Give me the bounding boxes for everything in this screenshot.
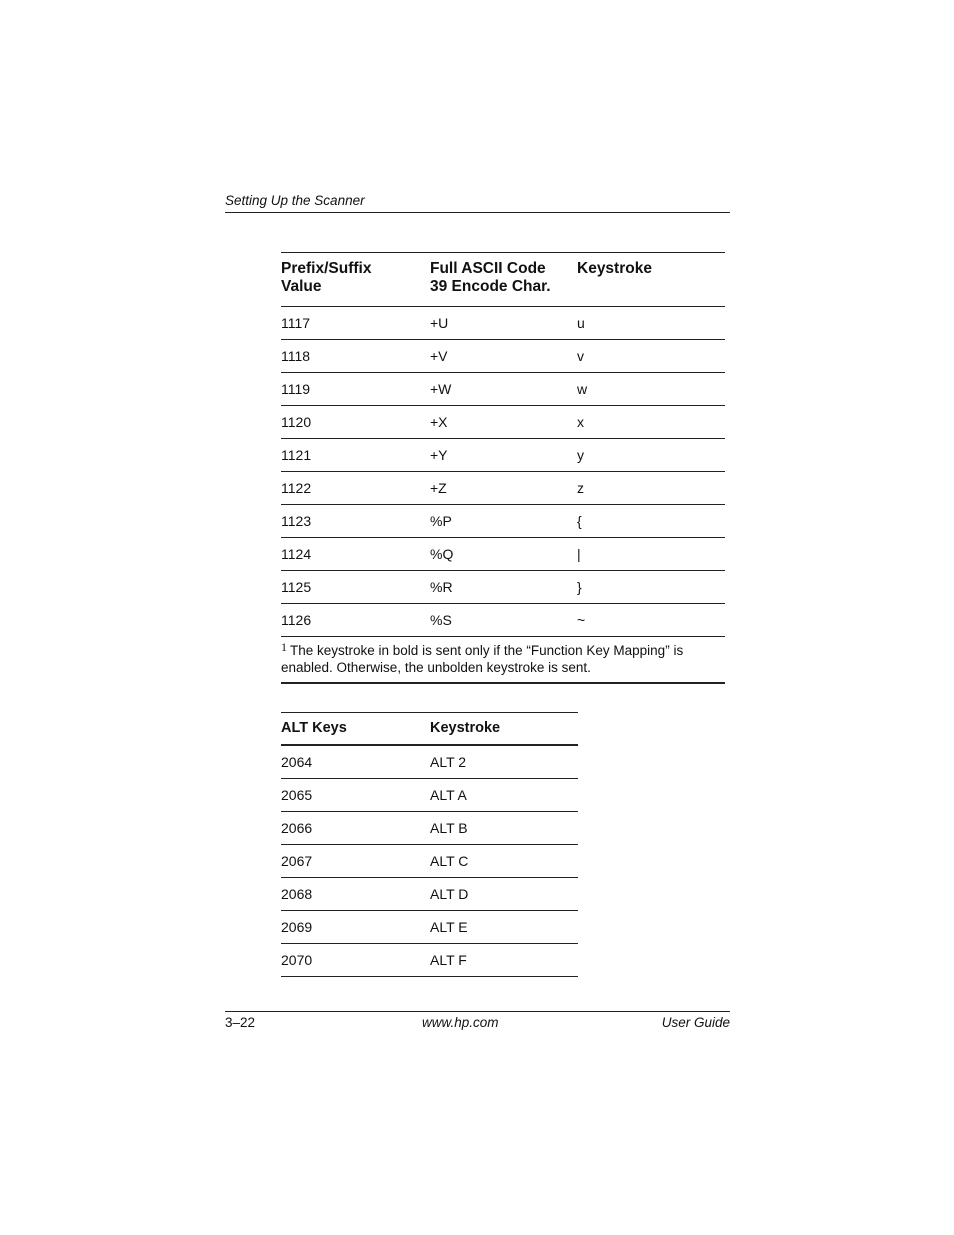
table-cell: 1125: [281, 579, 312, 595]
table-cell: ALT B: [430, 820, 468, 836]
column-header-alt-keys: ALT Keys: [281, 720, 347, 736]
footer-guide-title: User Guide: [661, 1015, 730, 1030]
table-cell: 2069: [281, 919, 313, 935]
table-cell: %R: [430, 579, 453, 595]
table-row: [281, 439, 725, 472]
table-body: [281, 307, 725, 637]
table-row: [281, 340, 725, 373]
table-cell: 2070: [281, 952, 313, 968]
table-cell: 2065: [281, 787, 313, 803]
table-footnote: [281, 637, 725, 684]
table-cell: ALT D: [430, 886, 469, 902]
table-row: [281, 779, 578, 812]
table-cell: 2068: [281, 886, 313, 902]
table-cell: 1121: [281, 447, 312, 463]
table-cell: }: [577, 579, 582, 595]
table-row: [281, 944, 578, 977]
running-header: [225, 192, 730, 213]
table-cell: +X: [430, 414, 448, 430]
table-row: [281, 406, 725, 439]
table-cell: ALT E: [430, 919, 468, 935]
prefix-suffix-table: [281, 252, 725, 684]
table-row: [281, 472, 725, 505]
table-cell: +Z: [430, 480, 447, 496]
table-cell: 1126: [281, 612, 312, 628]
table-cell: +W: [430, 381, 452, 397]
table-cell: v: [577, 348, 584, 364]
section-title: Setting Up the Scanner: [225, 193, 365, 208]
table-cell: 1117: [281, 315, 311, 331]
footnote-text: The keystroke in bold is sent only if the “Function Key Mapping” is enabled. Otherwise, the unbolden keystroke is sent.: [281, 643, 684, 675]
column-header-ascii-code: Full ASCII Code 39 Encode Char.: [430, 260, 551, 295]
table-body: [281, 746, 578, 977]
footer-url: www.hp.com: [422, 1015, 499, 1030]
table-row: [281, 538, 725, 571]
table-cell: {: [577, 513, 582, 529]
table-row: [281, 571, 725, 604]
alt-keys-table: [281, 712, 578, 977]
column-header-keystroke: Keystroke: [577, 260, 652, 277]
table-cell: +Y: [430, 447, 448, 463]
table-row: [281, 911, 578, 944]
table-cell: 2064: [281, 754, 313, 770]
running-footer: [225, 1011, 730, 1036]
table-cell: +U: [430, 315, 449, 331]
table-cell: 2067: [281, 853, 313, 869]
footnote-marker: 1: [281, 640, 287, 654]
table-cell: ALT C: [430, 853, 469, 869]
table-row: [281, 604, 725, 637]
table-row: [281, 845, 578, 878]
table-cell: ALT 2: [430, 754, 467, 770]
table-cell: 1124: [281, 546, 312, 562]
table-cell: +V: [430, 348, 448, 364]
table-header: [281, 253, 725, 307]
table-cell: 1123: [281, 513, 312, 529]
table-row: [281, 505, 725, 538]
table-row: [281, 812, 578, 845]
table-cell: z: [577, 480, 584, 496]
table-cell: ALT F: [430, 952, 467, 968]
table-cell: %Q: [430, 546, 454, 562]
table-cell: w: [577, 381, 588, 397]
table-row: [281, 878, 578, 911]
table-cell: 1118: [281, 348, 311, 364]
table-cell: ~: [577, 612, 586, 628]
table-header: [281, 713, 578, 746]
table-cell: 1119: [281, 381, 311, 397]
table-cell: %P: [430, 513, 452, 529]
column-header-prefix-suffix: Prefix/Suffix Value: [281, 260, 372, 295]
table-cell: 1120: [281, 414, 312, 430]
table-cell: %S: [430, 612, 452, 628]
table-cell: |: [577, 546, 581, 562]
table-cell: u: [577, 315, 585, 331]
column-header-keystroke: Keystroke: [430, 720, 501, 736]
table-cell: ALT A: [430, 787, 467, 803]
table-row: [281, 307, 725, 340]
table-cell: 1122: [281, 480, 312, 496]
table-row: [281, 373, 725, 406]
table-cell: x: [577, 414, 584, 430]
page-number: 3–22: [225, 1015, 256, 1030]
table-cell: y: [577, 447, 584, 463]
table-cell: 2066: [281, 820, 313, 836]
table-row: [281, 746, 578, 779]
